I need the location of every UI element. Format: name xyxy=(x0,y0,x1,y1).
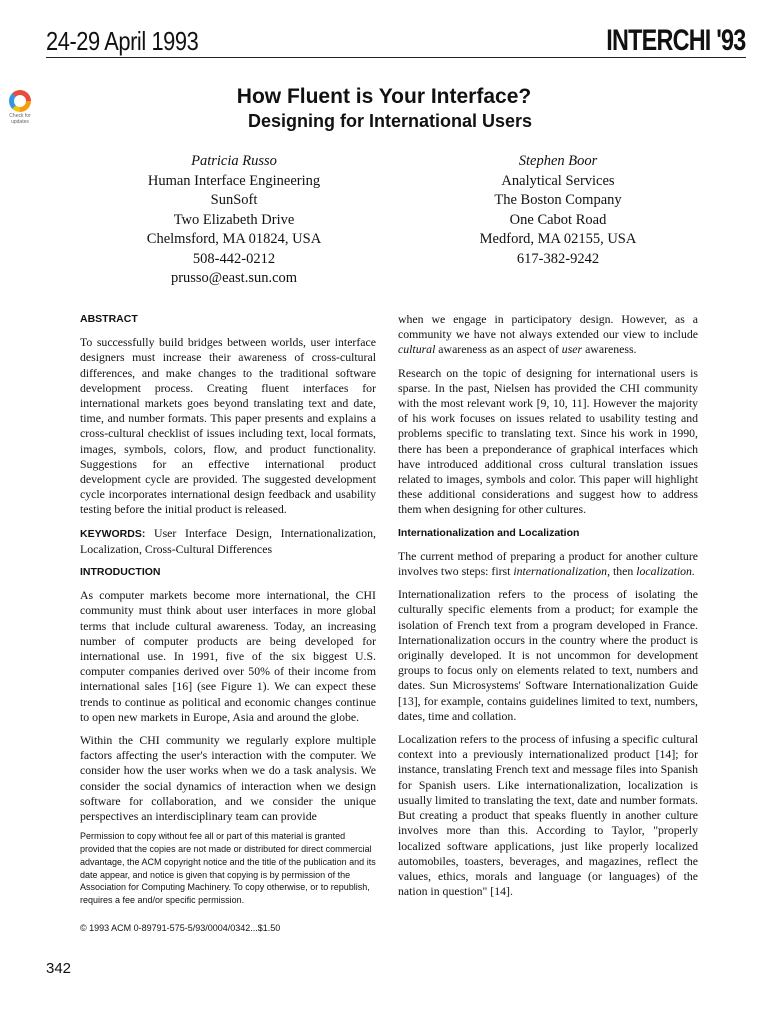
right-column xyxy=(398,312,698,907)
header-rule xyxy=(46,57,746,58)
text-run-italic: cultural xyxy=(398,342,436,357)
badge-caption: Check for updates xyxy=(9,113,31,125)
author-email: prusso@east.sun.com xyxy=(170,270,298,286)
title-subtitle: Designing for International Users xyxy=(247,111,533,131)
right-paragraph-3 xyxy=(398,549,698,579)
intro-heading: INTRODUCTION xyxy=(80,566,161,579)
permission-notice: Permission to copy without fee all or part of this material is granted provided that the copies are not made or distributed for direct commercial advantage, the ACM copyright notice and the title of the publication and its date appear, and notice is given that copying is by permission of the Association for Computing Machinery. To copy otherwise, or to republish, requires a fee and/or specific permission. xyxy=(80,831,376,906)
abstract-heading: ABSTRACT xyxy=(80,313,138,325)
author-street: Two Elizabeth Drive xyxy=(173,211,295,228)
abstract-text: To successfully build bridges between worlds, user interface designers must increase their awareness of cross-cultural differences, and make changes to the traditional software development process. Creating fluent interfaces for international markets goes beyond translating text and date, time, and number formats. This paper presents and explains a cross-cultural checklist of issues including text, local formats, images, symbols, colors, flow, and product functionality. Suggestions for an effective international product development cycle are provided. The suggested development cycle incorporates international design feedback and usability testing before the initial product is released. xyxy=(80,335,376,517)
text-run: The current method of preparing a product for another culture involves two steps: first xyxy=(398,548,698,579)
right-paragraph-5: Localization refers to the process of infusing a specific cultural context into a previously internationalized product [14]; for instance, translating French text and message files into Spanish for Spanish users. Like internationalization, localization is usually limited to translating the text, date and number formats. But creating a product that speaks fluently in another culture involves more than this. According to Taylor, "properly localized software applications, just like properly localized automobiles, toasters, beverages, and magazines, reflect the values, ethics, morals and language (or languages) of the nation in question" [14]. xyxy=(398,732,698,899)
author-name: Patricia Russo xyxy=(191,153,277,169)
text-run: then xyxy=(610,564,637,579)
title-main: How Fluent is Your Interface? xyxy=(236,85,532,108)
right-paragraph-2: Research on the topic of designing for international users is sparse. In the past, Nielsen has provided the CHI community with the most relevant work [9, 10, 11]. However the majority of his work focuses on issues related to usability testing and problems specific to translating text. Since his work in 1990, there has been a preponderance of graphical interfaces which have introduced additional cross cultural translation issues related to images, symbols and color. This paper will highlight these additional considerations and suggest how to address them when designing for other cultures. xyxy=(398,365,698,517)
author-block-boor xyxy=(408,152,708,269)
keywords xyxy=(80,526,376,557)
author-block-russo xyxy=(84,152,384,289)
header-date: 24-29 April 1993 xyxy=(46,26,199,56)
left-column xyxy=(80,312,376,936)
author-dept: Human Interface Engineering xyxy=(147,172,321,189)
page-number: 342 xyxy=(46,960,72,977)
text-run-italic: internationalization, xyxy=(513,564,611,579)
intro-paragraph-2: Within the CHI community we regularly explore multiple factors affecting the user's interaction with the computer. We consider how the user works when we do a task analysis. We consider the social dynamics of interaction when we design software for collaboration, and we consider the unique perspectives an interdisciplinary team can provide xyxy=(80,733,376,824)
author-name: Stephen Boor xyxy=(518,153,598,169)
text-run: awareness. xyxy=(582,342,637,357)
keywords-label: KEYWORDS: xyxy=(80,527,146,540)
intro-paragraph-1: As computer markets become more international, the CHI community must think about user interfaces in more global terms that include cultural awareness. Today, an increasing number of computer products are being developed for international use. In 1991, five of the six biggest U.S. computer companies derived over 50% of their income from international sales [16] (see Figure 1). We can expect these trends to continue as political and economic changes continue to open new markets in Europe, Asia and around the globe. xyxy=(80,588,376,724)
right-paragraph-1 xyxy=(398,312,698,358)
section-heading-i18n: Internationalization and Localization xyxy=(398,526,580,539)
right-paragraph-4: Internationalization refers to the process of isolating the culturally specific elements from a product; for example the isolation of French text from a program developed in France. Internationalization occurs in the country where the product is originally developed. It is not uncommon for development groups to focus only on elements related to text, numbers and dates. Sun Microsystems' Software Internationalization Guide [13], for example, contains guidelines limited to text, numbers, dates, time and collation. xyxy=(398,587,698,723)
author-phone: 617-382-9242 xyxy=(516,250,600,267)
paper-title xyxy=(0,84,768,134)
author-dept: Analytical Services xyxy=(501,172,615,189)
header-conference: INTERCHI '93 xyxy=(606,24,746,57)
text-run: awareness as an aspect of xyxy=(435,342,562,357)
author-phone: 508-442-0212 xyxy=(192,250,276,267)
author-street: One Cabot Road xyxy=(509,211,607,228)
author-org: SunSoft xyxy=(210,192,258,208)
author-city: Chelmsford, MA 01824, USA xyxy=(146,231,322,247)
keywords-text: User Interface Design, Internationalization, Localization, Cross-Cultural Differences xyxy=(80,525,377,556)
text-run-italic: user xyxy=(561,342,583,357)
author-city: Medford, MA 02155, USA xyxy=(479,231,637,247)
copyright-line: © 1993 ACM 0-89791-575-5/93/0004/0342...$1.50 xyxy=(80,923,281,934)
author-org: The Boston Company xyxy=(494,192,622,208)
text-run: when we engage in participatory design. However, as a community we have not always extended our view to include xyxy=(398,312,698,342)
text-run-italic: localization. xyxy=(636,564,695,579)
